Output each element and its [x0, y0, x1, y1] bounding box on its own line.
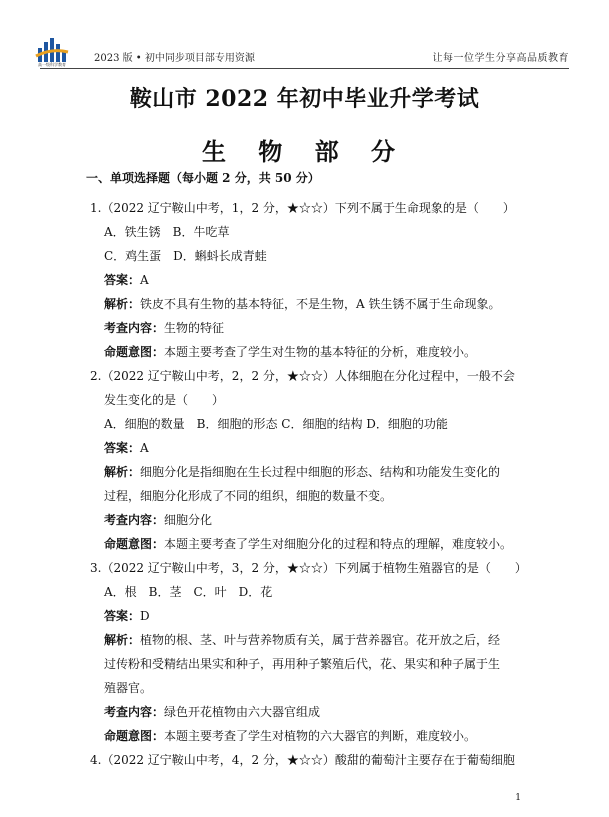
question-1-options-cd: C．鸡生蛋 D．蝌蚪长成青蛙	[104, 249, 267, 263]
question-3-intent	[88, 724, 528, 748]
exam-subtitle: 生 物 部 分	[201, 137, 408, 166]
topic-text: 绿色开花植物由六大器官组成	[164, 705, 321, 719]
question-1-answer	[88, 268, 528, 292]
page-header	[0, 0, 609, 72]
section-heading: 一、单项选择题（每小题 2 分，共 50 分）	[86, 171, 320, 185]
question-3-options: A．根 B．茎 C．叶 D．花	[104, 585, 273, 599]
question-2-answer	[88, 436, 528, 460]
question-3-explanation-cont: 过传粉和受精结出果实和种子，再用种子繁殖后代，花、果实和种子属于生	[104, 657, 501, 671]
explanation-text: 细胞分化是指细胞在生长过程中细胞的形态、结构和功能发生变化的	[140, 465, 501, 479]
topic-text: 生物的特征	[164, 321, 225, 335]
question-2-stem: 2.（2022 辽宁鞍山中考，2，2 分，★☆☆）人体细胞在分化过程中，一般不会	[90, 369, 515, 383]
intent-label: 命题意图：	[104, 729, 165, 743]
answer-label: 答案：	[104, 441, 141, 455]
explanation-text: 铁皮不具有生物的基本特征，不是生物，A 铁生锈不属于生命现象。	[140, 297, 501, 311]
intent-text: 本题主要考查了学生对植物的六大器官的判断，难度较小。	[164, 729, 477, 743]
question-2-topic	[88, 508, 528, 532]
question-2-stem-cont: 发生变化的是（ ）	[104, 393, 225, 407]
question-1-topic	[88, 316, 528, 340]
question-2-intent	[88, 532, 528, 556]
question-3-explanation	[88, 628, 528, 652]
answer-value: A	[140, 273, 149, 287]
intent-label: 命题意图：	[104, 537, 165, 551]
question-1-explanation	[88, 292, 528, 316]
question-3-stem: 3.（2022 辽宁鞍山中考，3，2 分，★☆☆）下列属于植物生殖器官的是（ ）	[90, 561, 527, 575]
topic-label: 考查内容：	[104, 321, 165, 335]
question-3-topic	[88, 700, 528, 724]
logo-caption: 高一级科学教育	[38, 62, 66, 67]
question-content	[88, 166, 528, 772]
question-1-options-ab: A．铁生锈 B．牛吃草	[104, 225, 230, 239]
answer-label: 答案：	[104, 609, 141, 623]
topic-label: 考查内容：	[104, 513, 165, 527]
question-3-answer	[88, 604, 528, 628]
question-2-options: A．细胞的数量 B．细胞的形态 C．细胞的结构 D．细胞的功能	[104, 417, 448, 431]
question-1-intent	[88, 340, 528, 364]
exam-title: 鞍山市 2022 年初中毕业升学考试	[129, 86, 480, 112]
question-2-explanation	[88, 460, 528, 484]
intent-text: 本题主要考查了学生对细胞分化的过程和特点的理解，难度较小。	[164, 537, 513, 551]
explanation-label: 解析：	[104, 297, 141, 311]
question-4-stem: 4.（2022 辽宁鞍山中考，4，2 分，★☆☆）酸甜的葡萄汁主要存在于葡萄细胞	[90, 753, 515, 767]
answer-value: A	[140, 441, 149, 455]
header-divider	[40, 68, 569, 69]
topic-label: 考查内容：	[104, 705, 165, 719]
topic-text: 细胞分化	[164, 513, 213, 527]
intent-label: 命题意图：	[104, 345, 165, 359]
question-2-explanation-cont: 过程，细胞分化形成了不同的组织，细胞的数量不变。	[104, 489, 393, 503]
answer-label: 答案：	[104, 273, 141, 287]
explanation-text: 植物的根、茎、叶与营养物质有关，属于营养器官。花开放之后，经	[140, 633, 501, 647]
explanation-label: 解析：	[104, 465, 141, 479]
question-1-stem: 1.（2022 辽宁鞍山中考，1，2 分，★☆☆）下列不属于生命现象的是（ ）	[90, 201, 515, 215]
question-3-explanation-cont2: 殖器官。	[104, 681, 153, 695]
header-right-text: 让每一位学生分享高品质教育	[432, 53, 569, 64]
explanation-label: 解析：	[104, 633, 141, 647]
page-number: 1	[515, 793, 521, 803]
header-left-text: 2023 版 • 初中同步项目部专用资源	[94, 53, 255, 64]
answer-value: D	[140, 609, 150, 623]
intent-text: 本题主要考查了学生对生物的基本特征的分析，难度较小。	[164, 345, 477, 359]
